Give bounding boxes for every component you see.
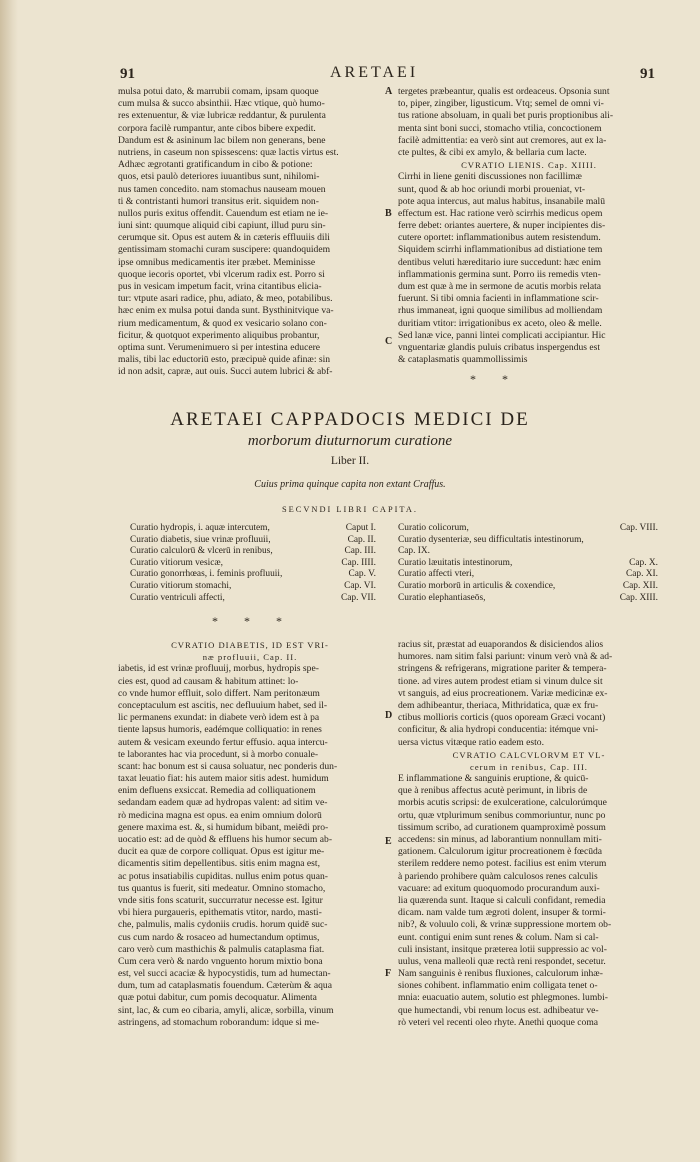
text-line: E inflammatione & sanguinis eruptione, & quicū-: [398, 773, 589, 785]
text-line: fuerunt. Si tibi omnia facienti in inflammatione scir-: [398, 293, 599, 305]
text-line: sedandam eadem quæ ad hydropas valent: ad sitim ve-: [118, 797, 328, 809]
text-line: rium medicamentum, & quod ex vesicario solano con-: [118, 317, 327, 329]
text-line: nutriens, in caseum non spissescens: quæ lactis virtus est.: [118, 146, 339, 158]
contents-entry-title: Curatio elephantiaseōs,: [398, 592, 486, 603]
contents-entry-chapter: Caput I.: [345, 523, 376, 533]
ornament-star: *: [244, 614, 276, 628]
text-line: Sed lanæ vice, panni lintei complicati accipiantur. Hic: [398, 329, 606, 341]
text-line: tus quantus is fuerit, siti medeatur. Omnino stomacho,: [118, 882, 326, 894]
contents-entry: [130, 546, 376, 558]
contents-entry-title: Curatio ventriculi affecti,: [130, 592, 225, 603]
contents-entry-chapter: [652, 535, 658, 547]
text-line: corpora facilè rumpantur, ante cibos bibere expedit.: [118, 122, 316, 134]
text-line: morbis acutis scripsi: de exulceratione, calculorúmque: [398, 797, 607, 809]
running-head: ARETAEI: [330, 64, 419, 81]
text-line: CVRATIO LIENIS. Cap. XIIII.: [461, 160, 597, 171]
text-line: mnia: euacuatio autem, solutio est phlegmones. lumbi-: [398, 992, 608, 1004]
contents-entry: [398, 535, 658, 547]
text-line: à pariendo prohibere quàm calculosos renes calculis: [398, 870, 598, 882]
text-line: ctibus mollioris corticis (quos opoream Græci vocant): [398, 712, 606, 724]
ornament-star: *: [470, 372, 502, 386]
contents-left: [130, 523, 376, 604]
text-line: astringens, ad stomachum roborandum: idque si me-: [118, 1016, 320, 1028]
ornament-stars-mid: [212, 614, 308, 629]
text-line: stringens & refrigerans, migratione pariter & tempera-: [398, 663, 607, 675]
book-number: Liber II.: [330, 455, 370, 467]
text-line: sterilem reddere nemo potest. facilius est enim vterum: [398, 858, 607, 870]
text-line: uersa victus vitæque ratio eadem esto.: [398, 736, 544, 748]
text-line: quos, etsi paulò deteriores iuuantibus sunt, nihilomi-: [118, 171, 320, 183]
contents-entry-title: Cap. IX.: [398, 546, 431, 557]
text-line: ortu, quæ vtplurimum senibus commoriuntur, nunc po: [398, 809, 606, 821]
text-line: tur: vtpute asari radice, phu, adiato, & meo, potabilibus.: [118, 293, 333, 305]
text-line: dum, tum ad cataplasmatis fouendum. Cæterùm & aqua: [118, 980, 332, 992]
contents-entry: [398, 593, 658, 605]
contents-entry-chapter: Cap. V.: [348, 569, 376, 580]
contents-entry-chapter: Cap. IIII.: [341, 557, 376, 568]
text-line: nullos puris exitus offendit. Cauendum est etiam ne ie-: [118, 207, 329, 219]
contents-entry-chapter: Cap. VIII.: [619, 523, 658, 533]
text-line: Dandum est & asininum lac bilem non generans, bene: [118, 134, 326, 146]
text-line: dicam. nam valde tum ægroti dolent, insuper & tormi-: [398, 907, 606, 919]
text-line: sint, lac, & cum eo cibaria, amyli, alicæ, sorbilla, vinum: [118, 1004, 334, 1016]
margin-mark-f: F: [385, 968, 392, 979]
text-line: dem adhibeantur, theriaca, Mithridatica, quæ ex fru-: [398, 699, 599, 711]
contents-entry-title: Curatio morborū in articulis & coxendice,: [398, 580, 556, 591]
contents-entry-title: Curatio diabetis, siue vrinæ profluuii,: [130, 534, 271, 545]
text-line: vt sanguis, ad eius procreationem. Variæ medicinæ ex-: [398, 687, 608, 699]
contents-right: [398, 523, 658, 604]
text-line: optima sunt. Verumenimuero si per intestina educere: [118, 341, 321, 353]
text-line: racius sit, præstat ad euaporandos & disiciendos alios: [398, 639, 604, 650]
margin-mark-b: B: [385, 208, 392, 219]
text-line: siones cohibent. inflammatio enim colligata tenet o-: [398, 980, 598, 992]
text-line: mulsa potui dato, & marrubii comam, ipsam quoque: [118, 86, 319, 97]
text-line: cus cum nardo & rosaceo ad humectandum optimus,: [118, 931, 320, 943]
contents-entry: [130, 523, 376, 535]
ornament-star: *: [502, 372, 534, 386]
text-line: que à renibus affectus acutè perimunt, in libris de: [398, 785, 588, 797]
text-line: caro verò cum masthichis & palmulis cataplasma fiat.: [118, 943, 325, 955]
text-line: menta sint boni succi, stomacho vtilia, concoctionem: [398, 122, 602, 134]
text-line: ducit ea quæ de corpore colliquat. Opus est igitur me-: [118, 846, 325, 858]
text-line: cies est, quod ad causam & habitum attinet: lo-: [118, 675, 299, 687]
text-line: eunt. contigui enim sunt renes & colum. Nam si cal-: [398, 931, 599, 943]
text-line: enim defluens exsiccat. Remedia ad colliquationem: [118, 785, 316, 797]
contents-entry-chapter: [652, 546, 658, 558]
contents-entry-chapter: Cap. X.: [629, 557, 658, 568]
text-line: nib?, & voluulo coli, & vrinæ suppressione mortem ob-: [398, 919, 612, 931]
text-line: tissimum scribo, ad curationem quamproximè possum: [398, 821, 606, 833]
contents-entry: [398, 569, 658, 581]
text-line: vbi hiera purgaueris, epithematis vtitor, nardo, masti-: [118, 907, 322, 919]
contents-entry: [398, 581, 658, 593]
contents-entry-title: Curatio læuitatis intestinorum,: [398, 557, 513, 568]
text-line: quoque iecoris oportet, vbi vlcerum radix est. Porro si: [118, 268, 325, 280]
contents-entry: [130, 581, 376, 593]
text-line: cerumque sit. Opus est autem & in cæteris effluuiis dili: [118, 232, 330, 244]
text-line: rò medicina magna est opus. ea enim omnium dolorū: [118, 809, 322, 821]
contents-entry: [398, 558, 658, 570]
text-line: Nam sanguinis è renibus fluxiones, calculorum inhæ-: [398, 968, 603, 980]
text-line: culi insistant, insitque præterea lotii suppressio ac vol-: [398, 943, 607, 955]
text-line: cerum in renibus, Cap. III.: [470, 761, 588, 772]
text-line: gentissimam stomachi curam suscipere: quandoquidem: [118, 244, 331, 256]
contents-entry: [130, 569, 376, 581]
text-line: nus tamen concedito. nam stomachus nauseam mouen: [118, 183, 326, 195]
text-line: dentibus veluti hæreditario iure succedunt: hæc enim: [398, 256, 602, 268]
text-line: cum mulsa & succo absinthii. Hæc vtique, quò humo-: [118, 98, 325, 110]
text-line: cte pultes, & cibi ex amylo, & bellaria cum lacte.: [398, 146, 587, 158]
column-top-left: [118, 86, 380, 379]
text-line: vacuare: ad exitum quoquomodo procurandum auxi-: [398, 882, 600, 894]
right-page-number: 91: [640, 66, 655, 82]
page-edge-stain: [0, 0, 18, 1162]
text-line: ipse omnibus medicamentis iter præbet. Meminisse: [118, 256, 316, 268]
column-bottom-right: [398, 639, 660, 1029]
book-title: ARETAEI CAPPADOCIS MEDICI DE: [170, 409, 530, 430]
contents-entry: [398, 523, 658, 535]
contents-entry-title: Curatio hydropis, i. aquæ intercutem,: [130, 523, 270, 533]
text-line: quæ potui dabitur, cum pomis decoquatur. Alimenta: [118, 992, 317, 1004]
text-line: pus in vesicam impetum facit, vrina citantibus elicia-: [118, 281, 322, 292]
contents-entry-chapter: Cap. VII.: [341, 592, 376, 603]
text-line: scant: hac bonum est si causa soluatur, nec ponderis dun-: [118, 760, 338, 772]
text-line: ti & contristanti humori transitus erit. siquidem non-: [118, 195, 319, 207]
text-line: ferre debet: oriantes auertere, & nuper incipientes dis-: [398, 220, 606, 232]
text-line: Cirrhi in liene geniti discussiones non facillimæ: [398, 171, 582, 183]
text-line: to, piper, zingiber, ligusticum. Vtq; semel de omni vi-: [398, 98, 604, 110]
text-line: vnde sitis fons scaturit, succurratur necesse est. Igitur: [118, 894, 323, 906]
ornament-star: *: [212, 614, 244, 628]
text-line: duritiam vtitor: irrigationibus ex aceto, oleo & melle.: [398, 317, 602, 329]
text-line: lic permanens exundat: in diabete verò idem est à pa: [118, 712, 320, 724]
text-line: dum est quæ à me in sermone de acutis morbis relata: [398, 281, 602, 292]
margin-mark-a: A: [385, 86, 393, 97]
text-line: facilè admittentia: ea verò sint aut cremores, aut ex la-: [398, 134, 607, 146]
text-line: næ profluuii, Cap. II.: [202, 652, 298, 663]
margin-mark-d: D: [385, 710, 393, 721]
text-line: accedens: sin minus, ad laborantium nonnullam miti-: [398, 834, 602, 845]
contents-entry: [130, 593, 376, 605]
text-line: que humectandi, vbi renum locus est. adhibeatur ve-: [398, 1004, 599, 1016]
contents-entry-chapter: Cap. VI.: [344, 580, 376, 591]
text-line: est, vel succi acaciæ & hypocystidis, tum ad humectan-: [118, 968, 331, 980]
text-line: taxat leuatio fiat: his autem maior sitis adest. humidum: [118, 773, 329, 785]
text-line: uocatio est: ad de quòd & effluens his humor secum ab-: [118, 834, 333, 845]
margin-mark-c: C: [385, 336, 393, 347]
text-line: vnguentariæ glandis puluis cribatus inspergendus est: [398, 341, 601, 353]
contents-entry-chapter: Cap. III.: [344, 546, 376, 557]
contents-entry-title: Curatio colicorum,: [398, 523, 469, 533]
contents-heading: SECVNDI LIBRI CAPITA.: [281, 505, 418, 514]
text-line: sunt, quod & ab hoc oriundi morbi proueniat, vt-: [398, 183, 586, 195]
contents-entry-title: Curatio affecti vteri,: [398, 569, 475, 580]
text-line: tus ratione absoluam, in quali bet puris proptionibus ali-: [398, 110, 614, 122]
left-page-number: 91: [120, 66, 135, 82]
text-line: lia quærenda sunt. Itaque si calculi confidant, remedia: [398, 894, 606, 906]
text-line: pote aqua intercus, aut malus habitus, insanabile malū: [398, 195, 606, 207]
text-line: inflammationis germina sunt. Porro iis remedis vten-: [398, 268, 601, 280]
contents-entry-title: Curatio calculorū & vlcerū in renibus,: [130, 546, 273, 557]
contents-entry: [398, 546, 658, 558]
text-line: & cataplasmatis quammollissimis: [398, 354, 528, 366]
ornament-stars-top: [470, 372, 534, 387]
text-line: tiente lapsus humoris, eadémque colliquatio: in renes: [118, 724, 322, 736]
text-line: dicamentis sitim depellentibus. sitis enim magna est,: [118, 858, 320, 870]
text-line: genere maxima est. &, si humidum bibant, meiēdi pro-: [118, 821, 329, 833]
contents-entry: [130, 535, 376, 547]
book-subtitle: morborum diuturnorum curatione: [247, 433, 453, 449]
text-line: hæc enim ex mulsa potui danda sunt. Bysthinitvique va-: [118, 305, 334, 317]
contents-entry-title: Curatio dysenteriæ, seu difficultatis intestinorum,: [398, 534, 584, 545]
text-line: CVRATIO CALCVLORVM ET VL-: [452, 749, 606, 760]
contents-entry-title: Curatio vitiorum stomachi,: [130, 580, 232, 591]
text-line: CVRATIO DIABETIS, ID EST VRI-: [171, 640, 329, 650]
text-line: gationem. Calculorum igitur procreationem è fœcūda: [398, 846, 603, 858]
text-line: humores. nam sitim falsi pariunt: vinum verò vnà & ad-: [398, 651, 613, 663]
text-line: che, palmulis, malis cydoniis crudis. horum quidē suc-: [118, 919, 328, 931]
contents-entry-title: Curatio vitiorum vesicæ,: [130, 557, 223, 568]
contents-entry-title: Curatio gonorrhœas, i. feminis profluuii,: [130, 569, 283, 580]
text-line: rhus immaneat, igni quoque similibus ad molliendam: [398, 305, 603, 317]
text-line: conficitur, & alia hydropi conducentia: itémque vni-: [398, 724, 599, 736]
text-line: Cum cera verò & nardo vnguento horum mixtio bona: [118, 955, 323, 967]
margin-mark-e: E: [385, 836, 392, 847]
text-line: Siquidem scirrhi inflammationibus ad distiatione tem: [398, 244, 603, 256]
text-line: cutere oportet: inflammationibus autem resistendum.: [398, 232, 601, 244]
column-bottom-left: [118, 639, 382, 1029]
text-line: ac potus insatiabilis cupiditas. nullus enim potus quan-: [118, 870, 328, 882]
text-line: tergetes præbeantur, qualis est ordeaceus. Opsonia sunt: [398, 86, 610, 97]
text-line: rò veteri vel recenti oleo rhyte. Anethi quoque coma: [398, 1016, 599, 1028]
text-line: iuni sint: quumque aliquid cibi capiunt, illud puru sin-: [118, 220, 326, 232]
text-line: co vnde humor effluit, solo differt. Nam peritonæum: [118, 687, 320, 699]
ornament-star: *: [276, 614, 308, 628]
column-top-right: [398, 86, 660, 366]
text-line: id non adsit, capræ, aut ouis. Succi autem lubrici & abf-: [118, 366, 333, 378]
text-line: ficitur, & quotquot experimento aliquibus probantur,: [118, 329, 320, 341]
contents-entry-chapter: Cap. XI.: [625, 569, 658, 580]
text-line: iabetis, id est vrinæ profluuij, morbus, hydropis spe-: [118, 663, 319, 675]
text-line: malis, tibi lac eductoriū esto, præcipuè quide afinæ: sin: [118, 354, 331, 366]
contents-entry-chapter: Cap. XIII.: [619, 592, 658, 603]
text-line: uulus, vena malleoli quæ rectà reni respondet, secetur.: [398, 955, 606, 967]
text-line: tione. ad vires autem prodest etiam si vinum dulce sit: [398, 675, 603, 687]
contents-entry-chapter: Cap. II.: [347, 534, 376, 545]
text-line: conceptaculum est ascitis, nec defluuium habet, sed il-: [118, 699, 328, 711]
text-line: te laborantes hac via procedunt, si à morbo conuale-: [118, 748, 319, 760]
text-line: autem & vesicam exeundo fertur effusio. aqua intercu-: [118, 736, 328, 748]
text-line: Adhæc ægrotanti gratificandum in cibo & potione:: [118, 159, 313, 171]
contents-entry: [130, 558, 376, 570]
text-line: res extenuentur, & viæ lubricæ reddantur, & purulenta: [118, 110, 326, 122]
book-note: Cuius prima quinque capita non extant Craffus.: [254, 479, 446, 490]
text-line: effectum est. Hac ratione verò scirrhis medicus opem: [398, 207, 603, 219]
contents-entry-chapter: Cap. XII.: [622, 580, 658, 591]
